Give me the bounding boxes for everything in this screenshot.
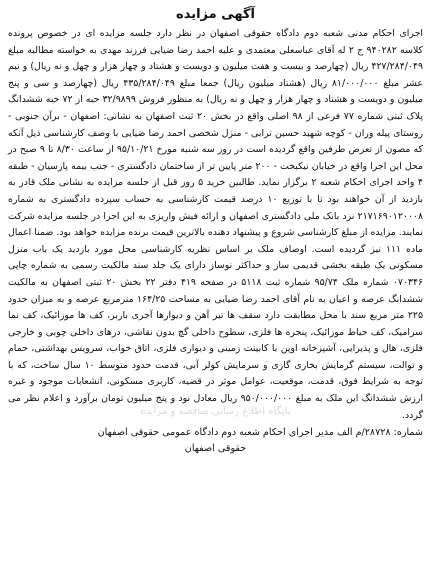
- notice-footer: [8, 425, 423, 457]
- notice-title: آگهی مزایده: [176, 7, 255, 22]
- notice-body: اجرای احکام مدنی شعبه دوم دادگاه حقوقی اصفهان در نظر دارد جلسه مزایده ای در خصوص پرونده کلاسه ۹۴۰۲۸۲ ج ۲ له آقای عباسعلی معتمدی و علیه احمد رضا ضیایی فرزند مهدی به خواسته مطالبه مبلغ ۴۲۷/۲۸۴/۰۴۹ ریال (چهارصد و بیست و هفت میلیون و دویست و هشتاد و چهار هزار و چهل و نه ریال) و نیم عشر مبلغ ۸۱/۰۰۰/۰۰۰ ریال (هشتاد میلیون ریال) جمعا مبلغ ۴۳۵/۲۸۴/۰۴۹ ریال (چهارصد و سی و پنج میلیون و دویست و هشتاد و چهار هزار و چهل و نه ریال) به منظور فروش ۳۲/۹۸۹۹ حبه از ۷۲ حبه ششدانگ پلاک ثبتی شماره ۷۷ فرعی از ۹۸ اصلی واقع در بخش ۲۰ ثبت اصفهان به نشانی: اصفهان - برآن جنوبی - روستای پیله وران - کوچه شهید حسین ترابی - منزل شخصی احمد رضا ضیایی با وصف کارشناسی ذیل آنکه که مصون از تعرض طرفین واقع گردیده است در روز سه شنبه مورخ ۹۵/۱۰/۲۱ از ساعت ۸/۳۰ تا ۹ صبح در محل این اجرا واقع در خیابان نیکبخت - ۲۰۰ متر پایین تر از ساختمان دادگستری - جنب بیمه پارسیان - طبقه ۴ واحد اجرای احکام شعبه ۲ برگزار نماید. طالبین خرید ۵ روز قبل از جلسه مزایده به نشانی ملک قادر به بازدید از آن خواهند بود تا با توزیع ۱۰ درصد قیمت کارشناسی به حساب سپرده دادگستری به شماره ۲۱۷۱۶۹۰۱۲۰۰۰۸ نزد بانک ملی دادگستری اصفهان و ارائه فیش واریزی به این اجرا در جلسه مزایده شرکت نمایند. مزایده از مبلغ کارشناسی شروع و پیشنهاد دهنده بالاترین قیمت برنده مزایده خواهد بود. ضمنا اعمال ماده ۱۱۱ نیز گردیده است. اوصاف ملک بر اساس نظریه کارشناسی محل مورد بازدید یک باب منزل مسکونی یک طبقه بخشی قدیمی ساز و حداکثر نوساز دارای یک جلد سند مالکیت رسمی به شماره چاپی ۰۷۰۳۴۶ شماره ملک ۹۵/۷۴ شماره ثبت ۵۱۱۸ در صفحه ۴۱۹ دفتر ۲۲ بخش ۲۰ ثبتی اصفهان به مالکیت ششدانگ عرصه و اعیان به نام آقای احمد رضا ضیایی به مساحت ۱۶۴/۲۵ مترمربع عرصه و به میزان حدود ۲۲۵ متر مربع سند با محل مطابقت دارد سقف ها تیر آهن و دیوارها آجری باربر، کف ها موزائیک، کف نما سرامیک، کف حیاط موزائیک، پنجره ها فلزی، سطوح داخلی گچ بدون نقاشی، درهای داخلی چوبی و خارجی فلزی، هال و پذیرایی، آشپزخانه اوپن با کابینت زمینی و دیواری فلزی، اتاق خواب، سرویس بهداشتی، حمام و توالت، سیستم گرمایش بخاری گازی و سرمایش کولر آبی، قدمت حدود متوسط ۱۰ سال ساخت، که با توجه به شرایط فوق، قدمت، موقعیت، عوامل موثر در قضیه، کاربری مسکونی، انشعابات موجود و غیره ارزش ششدانگ این ملک به مبلغ ۹۵۰/۰۰۰/۰۰۰ ریال معادل نود و پنج میلیون تومان برآورد و اعلام نظر می گردد.: [8, 28, 424, 421]
- footer-reference-line: شماره: ۲۸۷۲۸/م الف مدیر اجرای احکام شعبه دوم دادگاه عمومی حقوقی اصفهان: [97, 427, 423, 439]
- footer-office-line: حقوقی اصفهان: [184, 443, 247, 455]
- watermark-text: پایگاه اطلاع رسانی مناقصه و مزایده: [140, 406, 291, 417]
